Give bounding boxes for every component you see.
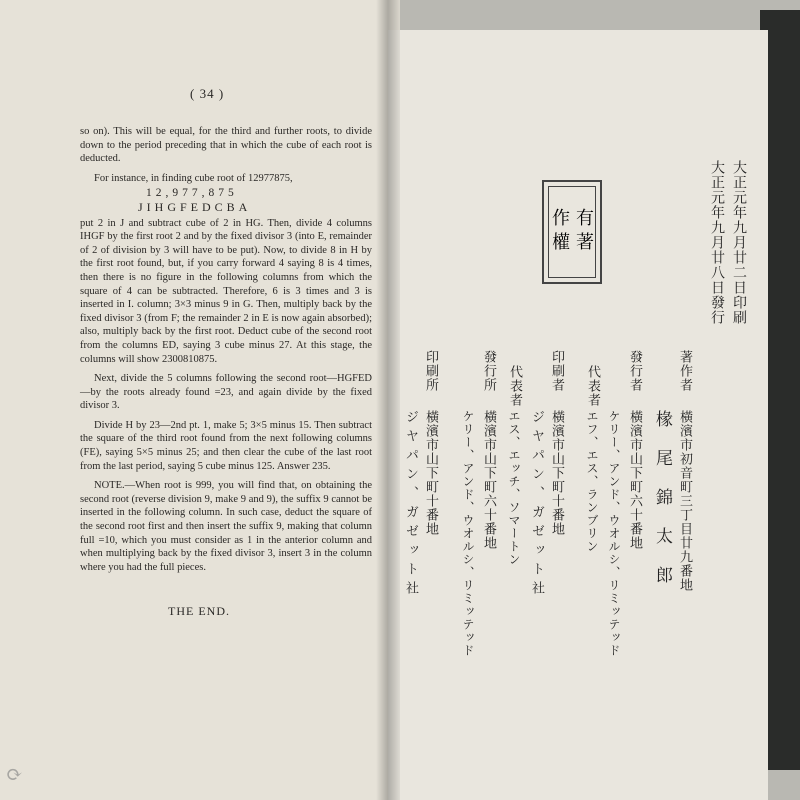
publisher-rep: エフ、エス、ランブリン <box>585 410 599 553</box>
author-label: 著作者 <box>677 350 692 392</box>
publisher-rep-label: 代表者 <box>585 365 600 407</box>
issue-date: 大正元年九月廿八日發行 <box>709 160 725 325</box>
paragraph-2: For instance, in finding cube root of 12977875, <box>94 172 293 184</box>
letters-line: JIHGFEDCBA <box>138 199 252 214</box>
publisher-address: 橫濱市山下町六十番地 <box>627 410 642 550</box>
the-end: THE END. <box>168 604 230 618</box>
printer-company: ジヤパン、ガゼット社 <box>529 410 544 600</box>
printer-address: 橫濱市山下町十番地 <box>549 410 564 536</box>
seal-text-right: 有著 <box>574 208 594 256</box>
print-office-company: ジヤパン、ガゼット社 <box>403 410 418 600</box>
printer-label: 印刷者 <box>549 350 564 392</box>
printer-rep: エス、エッチ、ソマートン <box>507 410 521 566</box>
publisher-label: 發行者 <box>627 350 642 392</box>
publisher-company: ケリー、アンド、ウオルシ、リミッテッド <box>607 410 621 657</box>
author-address: 橫濱市初音町三丁目廿九番地 <box>677 410 692 592</box>
digits-line: 12,977,875 <box>146 187 238 200</box>
paragraph-note: NOTE.—When root is 999, you will find that, on obtaining the second root (reverse division 9, make 9 and 9), the suffix 9 cannot be inserted in the following column. In such case, deduct the square of the second root first and then insert the suffix 9, making that column full =10, which you must consider as 1 in the anterior column and when multiplying back by the fixed divisor 3, insert 3 in the column where you had the full pieces. <box>80 480 372 573</box>
issue-office-company: ケリー、アンド、ウオルシ、リミッテッド <box>461 410 475 657</box>
paragraph-5: Divide H by 23—2nd pt. 1, make 5; 3×5 minus 15. Then subtract the square of the third root found from the next following columns (FE), saying 5×5 minus 25; and then clear the cube of the last root from the last period, saying 5 cube minus 125. Answer 235. <box>80 419 372 472</box>
page-body-text <box>80 125 372 580</box>
book-gutter <box>376 0 400 800</box>
print-office-address: 橫濱市山下町十番地 <box>423 410 438 536</box>
copyright-seal <box>542 180 602 284</box>
print-date: 大正元年九月廿二日印刷 <box>731 160 747 325</box>
issue-office-label: 發行所 <box>481 350 496 392</box>
paragraph-1: so on). This will be equal, for the third and further roots, to divide down to the period preceding that in which the cube of each root is deducted. <box>80 126 372 165</box>
seal-text-left: 作權 <box>550 208 570 256</box>
page-number: ( 34 ) <box>190 86 225 101</box>
paragraph-3: put 2 in J and subtract cube of 2 in HG. Then, divide 4 columns IHGF by the first root 2 and by the fixed divisor 3 (into E, remainder of 2 of division by 3 will have to be put). Now, to divide 8 in H by the first root found, but, if you carry forward 4 saying 8 is 4 times, then there is no figure in the following columns from which the square of 4 can be subtracted. Therefore, 6 is 3 times and 3 is inserted in I. column; 3×3 minus 9 in G. Then, multiply back by the fixed divisor 3 (from F; the remainder 2 in E is now again absorbed); also, multiply back by the first root. Deduct cube of the second root from the columns ED, saying 3 cube minus 27. At this stage, the columns will show 2300810875. <box>80 217 372 365</box>
printer-rep-label: 代表者 <box>507 365 522 407</box>
print-office-label: 印刷所 <box>423 350 438 392</box>
paragraph-4: Next, divide the 5 columns following the second root—HGFED—by the roots already found =23, and again divide by the fixed divisor 3. <box>80 373 372 412</box>
author-name: 椽尾錦太郎 <box>652 410 672 605</box>
watermark-logo: ⟳ <box>6 762 23 786</box>
issue-office-address: 橫濱市山下町六十番地 <box>481 410 496 550</box>
right-page-colophon <box>388 30 768 800</box>
